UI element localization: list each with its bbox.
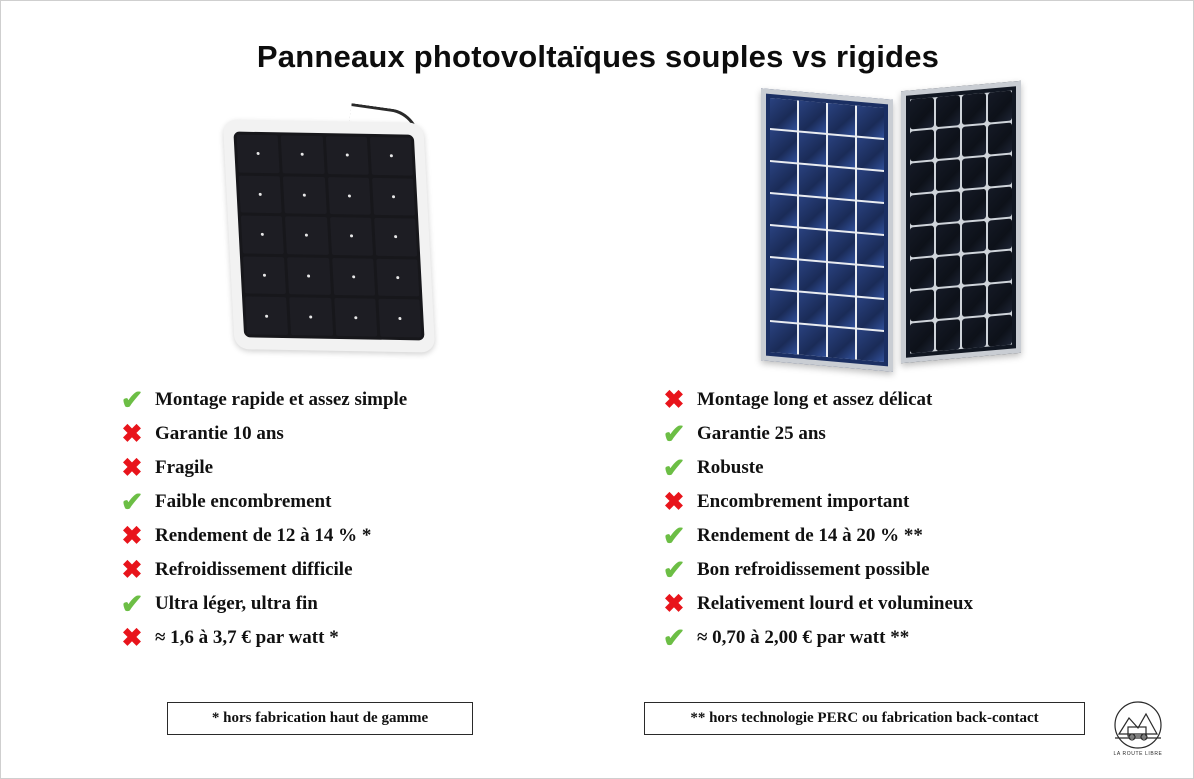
check-icon: ✔	[662, 520, 686, 551]
logo-text: LA ROUTE LIBRE	[1113, 751, 1163, 757]
brand-logo	[1101, 700, 1175, 762]
list-item-label: Refroidissement difficile	[155, 559, 353, 580]
cross-icon: ✖	[663, 589, 685, 618]
cross-icon: ✖	[663, 487, 685, 516]
check-icon: ✔	[662, 418, 686, 449]
monocrystalline-cells	[910, 91, 1012, 354]
cross-icon: ✖	[121, 555, 143, 584]
list-item-label: Montage long et assez délicat	[697, 389, 933, 410]
list-item-label: Garantie 25 ans	[697, 423, 826, 444]
page-title: Panneaux photovoltaïques souples vs rigides	[256, 39, 940, 74]
check-icon: ✔	[662, 554, 686, 585]
flexible-panel-cells	[233, 132, 424, 341]
list-item-label: Encombrement important	[697, 491, 910, 512]
check-icon: ✔	[120, 486, 144, 517]
list-item	[109, 553, 579, 587]
rigid-feature-list	[651, 383, 1151, 655]
list-item-label: Ultra léger, ultra fin	[155, 593, 318, 614]
list-item	[651, 519, 1151, 553]
cross-icon: ✖	[663, 385, 685, 414]
list-item	[109, 451, 579, 485]
list-item	[651, 417, 1151, 451]
list-item	[651, 553, 1151, 587]
rigid-panel-polycrystalline	[761, 88, 893, 372]
flexible-feature-list	[109, 383, 579, 655]
list-item	[109, 587, 579, 621]
rigid-panel-monocrystalline	[901, 81, 1021, 363]
list-item-label: ≈ 1,6 à 3,7 € par watt *	[155, 627, 339, 648]
list-item	[109, 383, 579, 417]
list-item-label: Rendement de 14 à 20 % **	[697, 525, 923, 546]
flexible-panel-frame	[223, 119, 435, 352]
list-item-label: Fragile	[155, 457, 214, 478]
list-item	[651, 451, 1151, 485]
list-item-label: Rendement de 12 à 14 % *	[155, 525, 372, 546]
footnote-rigid: ** hors technologie PERC ou fabrication back-contact	[644, 702, 1085, 735]
list-item	[651, 485, 1151, 519]
flexible-panel-image	[181, 86, 481, 376]
list-item-label: Garantie 10 ans	[155, 423, 284, 444]
footnote-flexible: * hors fabrication haut de gamme	[167, 702, 473, 735]
check-icon: ✔	[662, 622, 686, 653]
cross-icon: ✖	[121, 453, 143, 482]
list-item	[109, 621, 579, 655]
list-item-label: Bon refroidissement possible	[697, 559, 930, 580]
list-item	[651, 587, 1151, 621]
list-item	[109, 417, 579, 451]
list-item-label: Relativement lourd et volumineux	[697, 593, 974, 614]
check-icon: ✔	[120, 384, 144, 415]
check-icon: ✔	[662, 452, 686, 483]
rigid-panel-image	[741, 86, 1041, 376]
logo-mark-icon	[1101, 700, 1175, 750]
list-item-label: ≈ 0,70 à 2,00 € par watt **	[697, 627, 910, 648]
list-item	[651, 383, 1151, 417]
list-item	[109, 485, 579, 519]
list-item-label: Faible encombrement	[155, 491, 332, 512]
list-item	[109, 519, 579, 553]
cross-icon: ✖	[121, 623, 143, 652]
list-item	[651, 621, 1151, 655]
list-item-label: Montage rapide et assez simple	[155, 389, 408, 410]
polycrystalline-cells	[770, 98, 884, 362]
cross-icon: ✖	[121, 419, 143, 448]
check-icon: ✔	[120, 588, 144, 619]
list-item-label: Robuste	[697, 457, 764, 478]
cross-icon: ✖	[121, 521, 143, 550]
